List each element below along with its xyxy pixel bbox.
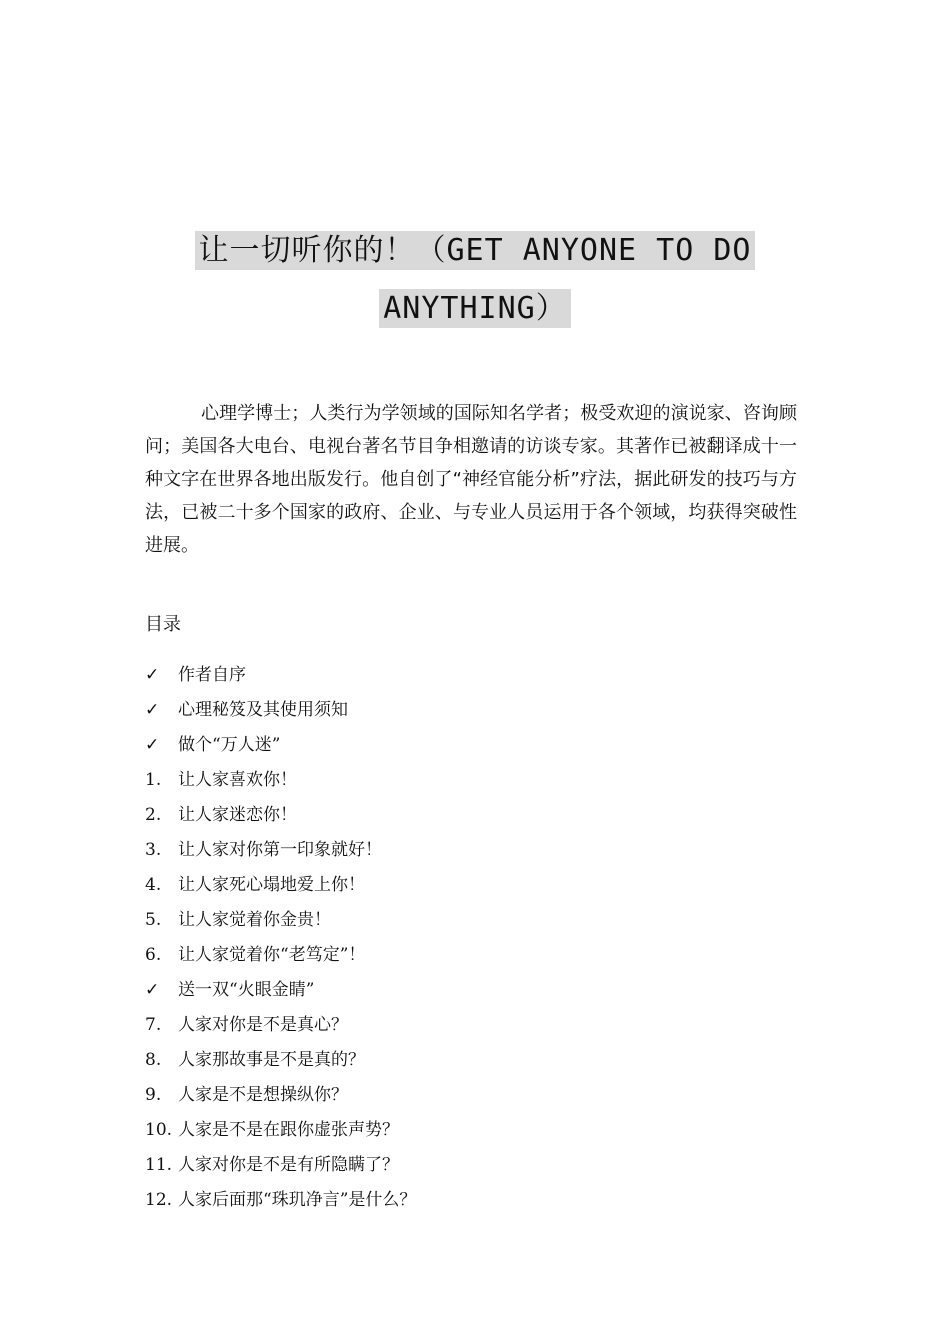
toc-item [145, 1183, 416, 1218]
toc-item-text: 让人家迷恋你！ [178, 805, 297, 825]
toc-item-text: 人家对你是不是真心？ [178, 1015, 348, 1035]
toc-item-text: 人家对你是不是有所隐瞒了？ [178, 1155, 399, 1175]
toc-item [145, 763, 416, 798]
toc-item-text: 让人家死心塌地爱上你！ [178, 875, 365, 895]
toc-item-number: 5. [145, 910, 162, 930]
table-of-contents [145, 658, 416, 1218]
toc-item [145, 1113, 416, 1148]
toc-item [145, 973, 416, 1008]
toc-item-number: 2. [145, 805, 162, 825]
toc-item [145, 798, 416, 833]
toc-item [145, 903, 416, 938]
author-intro-paragraph: 心理学博士；人类行为学领域的国际知名学者；极受欢迎的演说家、咨询顾问；美国各大电台、电视台著名节目争相邀请的访谈专家。其著作已被翻译成十一种文字在世界各地出版发行。他自创了“神经官能分析”疗法，据此研发的技巧与方法，已被二十多个国家的政府、企业、与专业人员运用于各个领域，均获得突破性进展。 [145, 403, 797, 556]
toc-item-text: 送一双“火眼金睛” [178, 980, 315, 1000]
title-line-1: 让一切听你的！（GET ANYONE TO DO [195, 231, 756, 270]
toc-item [145, 658, 416, 693]
toc-item-text: 让人家觉着你金贵！ [178, 910, 331, 930]
toc-item-number: 4. [145, 875, 162, 895]
toc-item-text: 让人家喜欢你！ [178, 770, 297, 790]
toc-item-text: 作者自序 [178, 665, 246, 685]
toc-item-number: 12. [145, 1190, 173, 1210]
toc-item [145, 1008, 416, 1043]
title-line-2: ANYTHING） [379, 289, 571, 328]
toc-heading: 目录 [145, 614, 181, 635]
document-title [0, 222, 950, 338]
toc-item-text: 人家是不是在跟你虚张声势？ [178, 1120, 399, 1140]
toc-item-number: 1. [145, 770, 162, 790]
toc-item-text: 人家那故事是不是真的？ [178, 1050, 365, 1070]
toc-item-number: 6. [145, 945, 162, 965]
toc-item-text: 人家是不是想操纵你？ [178, 1085, 348, 1105]
toc-item [145, 833, 416, 868]
toc-item [145, 693, 416, 728]
toc-item-number: 11. [145, 1155, 173, 1175]
toc-item-number: 10. [145, 1120, 173, 1140]
toc-item [145, 938, 416, 973]
toc-item [145, 1043, 416, 1078]
toc-item [145, 1148, 416, 1183]
toc-item-number: 3. [145, 840, 162, 860]
check-icon: ✓ [145, 700, 160, 720]
toc-item-text: 让人家觉着你“老笃定”！ [178, 945, 366, 965]
check-icon: ✓ [145, 980, 160, 1000]
toc-item-number: 8. [145, 1050, 162, 1070]
toc-item [145, 728, 416, 763]
toc-item-text: 心理秘笈及其使用须知 [178, 700, 348, 720]
toc-item-text: 做个“万人迷” [178, 735, 281, 755]
toc-item-number: 9. [145, 1085, 162, 1105]
check-icon: ✓ [145, 665, 160, 685]
toc-item-text: 让人家对你第一印象就好！ [178, 840, 382, 860]
toc-item-text: 人家后面那“珠玑净言”是什么？ [178, 1190, 417, 1210]
toc-item-number: 7. [145, 1015, 162, 1035]
toc-item [145, 868, 416, 903]
toc-item [145, 1078, 416, 1113]
check-icon: ✓ [145, 735, 160, 755]
